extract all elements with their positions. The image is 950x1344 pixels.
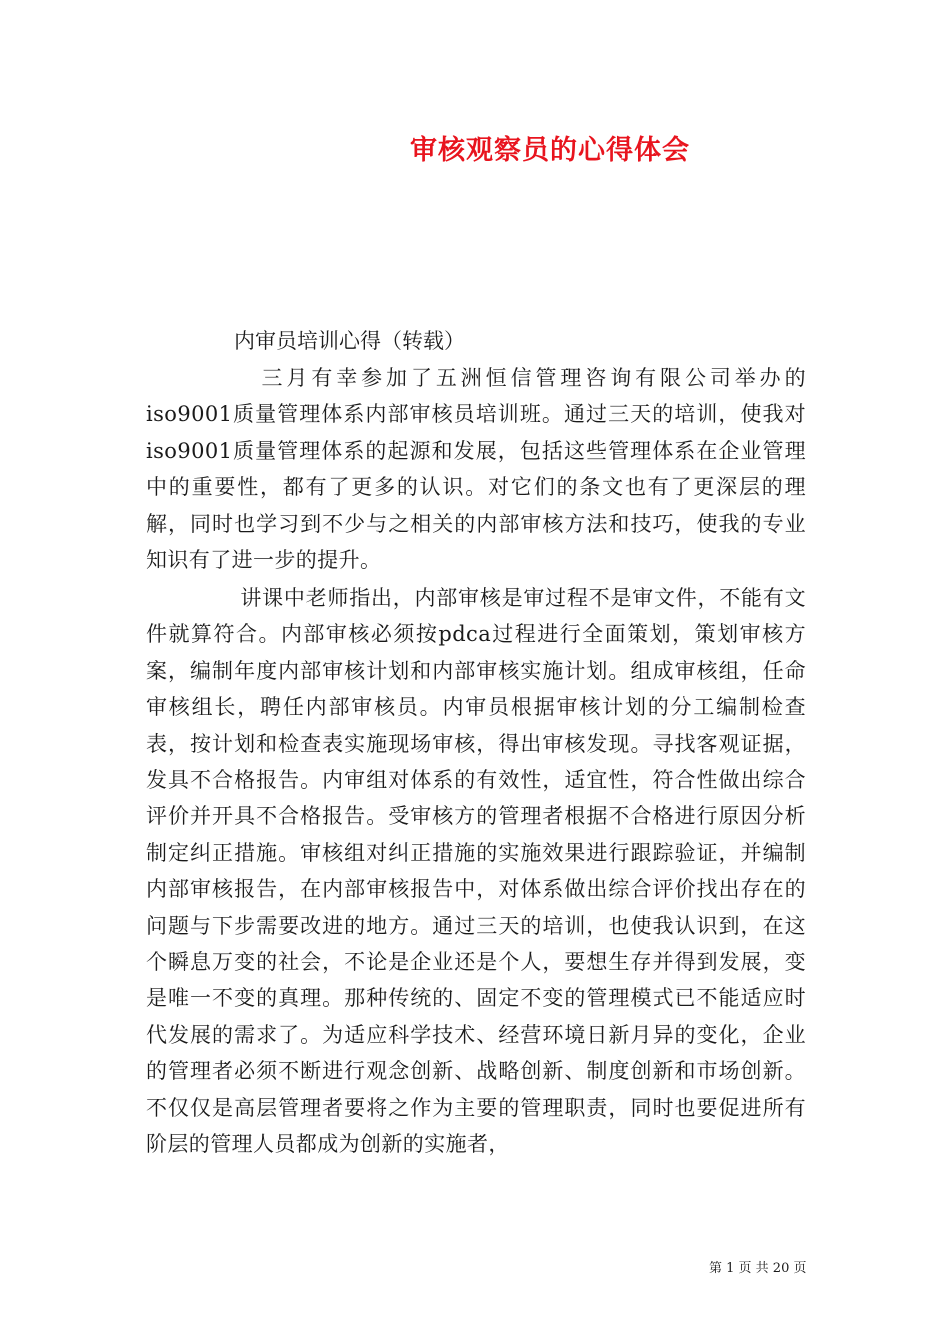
body-paragraph-2: [146, 580, 806, 1163]
document-subtitle: 内审员培训心得（转载）: [234, 329, 465, 353]
document-title: 审核观察员的心得体会: [410, 135, 690, 166]
paragraph-text: 讲课中老师指出，内部审核是审过程不是审文件，不能有文件就算符合。内部审核必须按pdca过程进行全面策划，策划审核方案，编制年度内部审核计划和内部审核实施计划。组成审核组，任命审核组长，聘任内部审核员。内审员根据审核计划的分工编制检查表，按计划和检查表实施现场审核，得出审核发现。寻找客观证据，发具不合格报告。内审组对体系的有效性，适宜性，符合性做出综合评价并开具不合格报告。受审核方的管理者根据不合格进行原因分析制定纠正措施。审核组对纠正措施的实施效果进行跟踪验证，并编制内部审核报告，在内部审核报告中，对体系做出综合评价找出存在的问题与下步需要改进的地方。通过三天的培训，也使我认识到，在这个瞬息万变的社会，不论是企业还是个人，要想生存并得到发展，变是唯一不变的真理。那种传统的、固定不变的管理模式已不能适应时代发展的需求了。为适应科学技术、经营环境日新月异的变化，企业的管理者必须不断进行观念创新、战略创新、制度创新和市场创新。不仅仅是高层管理者要将之作为主要的管理职责，同时也要促进所有阶层的管理人员都成为创新的实施者，: [146, 586, 806, 1157]
paragraph-text: 三月有幸参加了五洲恒信管理咨询有限公司举办的iso9001质量管理体系内部审核员培训班。通过三天的培训，使我对iso9001质量管理体系的起源和发展，包括这些管理体系在企业管理中的重要性，都有了更多的认识。对它们的条文也有了更深层的理解，同时也学习到不少与之相关的内部审核方法和技巧，使我的专业知识有了进一步的提升。: [146, 366, 806, 573]
body-paragraph-1: [146, 360, 806, 578]
page-number-footer: 第 1 页 共 20 页: [709, 1261, 807, 1276]
